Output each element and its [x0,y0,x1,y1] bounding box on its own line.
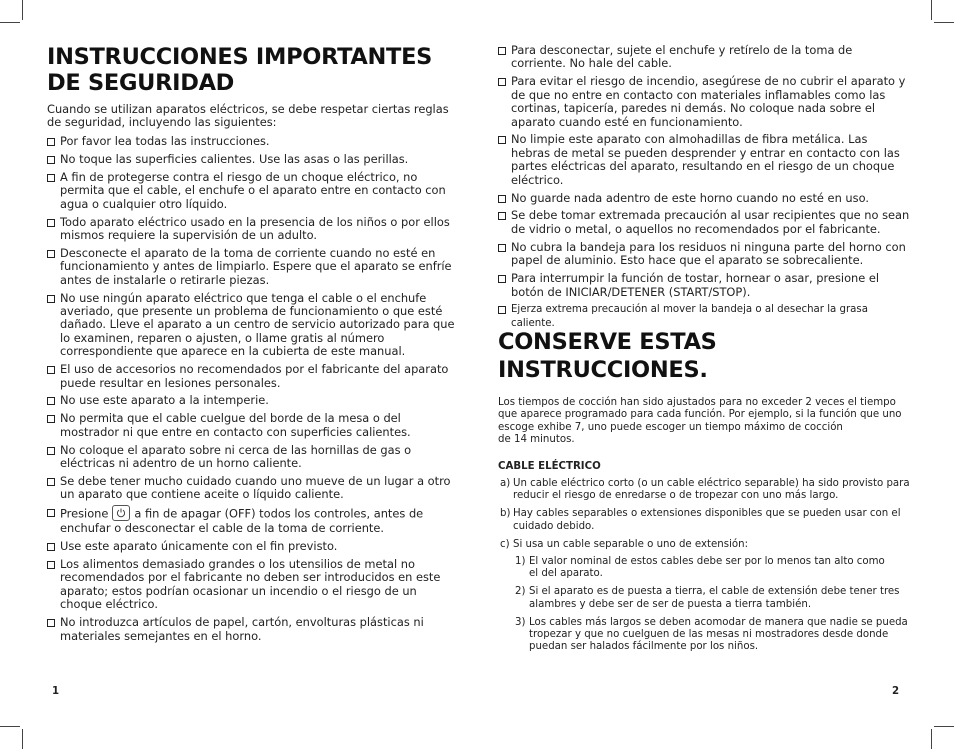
list-item-text: Hay cables separables o extensiones disponibles que se pueden usar con el cuidado debido. [513,508,901,532]
list-item [47,558,457,612]
checkbox-icon [47,509,55,517]
crop-mark [931,729,932,749]
list-item [498,75,910,129]
checkbox-icon [498,78,506,86]
list-item [47,247,457,287]
list-item-text: tropezar y que no cuelguen de las mesas ni mostradores desde donde [529,629,889,641]
item-marker: 1) [515,556,526,568]
section-title [498,328,910,384]
list-item-text: No coloque el aparato sobre ni cerca de las hornillas de gas o eléctricas ni adentro de un horno caliente. [60,442,412,471]
checkbox-icon [47,366,55,374]
list-item [47,412,457,439]
paragraph-line: de 14 minutos. [498,434,575,446]
checkbox-icon [47,415,55,423]
list-item-text: Se debe tomar extremada precaución al usar recipientes que no sean de vidrio o metal, o aquellos no recomendados por el fabricante. [511,208,910,236]
list-item [498,303,910,330]
list-item-text: a fin de apagar (OFF) todos los controles, antes de enchufar o desconectar el cable de la toma de corriente. [60,506,424,536]
checkbox-icon [47,543,55,551]
checkbox-icon [47,250,55,258]
checkbox-icon [47,447,55,455]
page-number: 2 [892,686,900,697]
list-item-text: Por favor lea todas las instrucciones. [60,134,270,148]
title-line-2: INSTRUCCIONES. [498,357,708,383]
item-marker: 2) [515,586,526,598]
checkbox-icon [47,619,55,627]
checkbox-icon [498,275,506,283]
power-button-icon [112,505,130,521]
cooking-time-paragraph [498,397,910,447]
list-item [498,133,910,187]
list-item-text: No toque las superficies calientes. Use las asas o las perillas. [60,151,409,166]
list-item-text: Si el aparato es de puesta a tierra, el cable de extensión debe tener tres [529,586,900,598]
list-item [47,506,457,535]
list-item [47,394,457,407]
checkbox-icon [498,136,506,144]
list-item-text: No introduzca artículos de papel, cartón, envolturas plásticas ni materiales semejantes en el horno. [60,615,424,643]
list-item [498,508,910,533]
item-marker: 3) [515,616,526,628]
list-item [47,540,457,553]
list-item-text: Ejerza extrema precaución al mover la bandeja o al desechar la grasa caliente. [511,304,868,329]
crop-mark [931,0,932,20]
list-item [47,475,457,502]
item-marker: a) [500,478,511,489]
list-item [513,586,910,611]
checkbox-icon [498,306,506,314]
crop-mark [934,726,954,727]
list-item-text: Si usa un cable separable o uno de extensión: [513,538,749,550]
crop-mark [22,0,23,20]
list-item-text: No use este aparato a la intemperie. [60,393,269,408]
list-item-text: Para evitar el riesgo de incendio, asegúrese de no cubrir el aparato y de que no entre en contacto con materiales inflamables como las cortinas, tapicería, paredes ni demás. No coloque nada sobre el aparato cuando esté en funcionamiento. [511,74,906,129]
list-item [47,616,457,643]
paragraph-line: escoge exhibe 7, uno puede escoger un tiempo máximo de cocción [498,421,843,433]
list-item-text: No guarde nada adentro de este horno cuando no esté en uso. [511,190,869,205]
list-item-text: Se debe tener mucho cuidado cuando uno mueve de un lugar a otro un aparato que contiene aceite o líquido caliente. [60,473,451,502]
cable-sublist [513,556,910,654]
list-item-text: No limpie este aparato con almohadillas de fibra metálica. Las hebras de metal se pueden desprender y entrar en contacto con las partes eléctricas del aparato, resultando en el riesgo de un choque eléctrico. [511,132,900,187]
safety-list [498,44,910,335]
list-item-text: No use ningún aparato eléctrico que tenga el cable o el enchufe averiado, que presente un problema de funcionamiento o que esté dañado. Lleve el aparato a un centro de servicio autorizado para que lo examinen, reparen o ajusten, o llame gratis al número correspondiente que aparece en la cubierta de este manual. [60,290,455,359]
list-item-text: A fin de protegerse contra el riesgo de un choque eléctrico, no permita que el cable, el enchufe o el aparato entre en contacto con agua o cualquier otro líquido. [60,169,446,211]
list-item [513,556,910,581]
list-item [47,444,457,471]
list-item [513,617,910,654]
list-item-text: el del aparato. [529,568,603,580]
list-item-text: El valor nominal de estos cables debe ser por lo menos tan alto como [529,556,885,568]
list-item-text: Para interrumpir la función de tostar, hornear o asar, presione el botón de INICIAR/DETENER (START/STOP). [511,271,880,299]
list-item [47,292,457,359]
list-item-text: Presione [60,506,109,521]
paragraph-line: Los tiempos de cocción han sido ajustados para no exceder 2 veces el tiempo [498,397,896,408]
checkbox-icon [47,174,55,182]
checkbox-icon [47,561,55,569]
safety-list [47,135,457,648]
crop-mark [0,22,20,23]
list-item-text: Desconecte el aparato de la toma de corriente cuando no esté en funcionamiento y antes de limpiarlo. Espere que el aparato se enfríe antes de instalarle o retirarle piezas. [60,245,452,287]
crop-mark [22,729,23,749]
checkbox-icon [47,397,55,405]
crop-mark [934,22,954,23]
title-line-1: CONSERVE ESTAS [498,329,717,355]
checkbox-icon [47,478,55,486]
checkbox-icon [498,47,506,55]
checkbox-icon [498,212,506,220]
page-number: 1 [52,686,60,697]
item-marker: b) [500,508,511,520]
checkbox-icon [498,195,506,203]
checkbox-icon [47,156,55,164]
list-item-text: alambres y debe ser de ser de puesta a tierra también. [529,598,812,610]
list-item [498,192,910,205]
cable-list [498,478,910,659]
title-line-2: DE SEGURIDAD [47,70,235,96]
list-item-text: Los cables más largos se deben acomodar de manera que nadie se pueda [529,616,908,628]
list-item [498,539,910,654]
item-marker: c) [500,538,510,550]
list-item-text: Use este aparato únicamente con el fin previsto. [60,539,338,554]
list-item [47,171,457,211]
list-item-text: Todo aparato eléctrico usado en la presencia de los niños o por ellos mismos requiere la supervisión de un adulto. [60,214,450,242]
list-item [47,363,457,390]
cable-heading: CABLE ELÉCTRICO [498,461,601,472]
title-line-1: INSTRUCCIONES IMPORTANTES [47,44,433,70]
checkbox-icon [47,295,55,303]
list-item-text: No permita que el cable cuelgue del borde de la mesa o del mostrador ni que entre en contacto con superficies calientes. [60,411,411,439]
list-item [47,216,457,243]
crop-mark [0,726,20,727]
list-item [47,153,457,166]
paragraph-line: que aparece programado para cada función. Por ejemplo, si la función que uno [498,409,902,421]
list-item-text: Para desconectar, sujete el enchufe y retírelo de la toma de corriente. No hale del cable. [511,43,853,71]
list-item [498,209,910,236]
list-item [498,44,910,71]
list-item [498,241,910,268]
intro-text: Cuando se utilizan aparatos eléctricos, se debe respetar ciertas reglas de seguridad, incluyendo las siguientes: [47,102,449,130]
page-title [47,44,457,96]
list-item [47,135,457,148]
list-item-text: puedan ser halados fácilmente por los niños. [529,641,759,653]
list-item-text: Los alimentos demasiado grandes o los utensilios de metal no recomendados por el fabricante no deben ser introducidos en este aparato; estos podrían ocasionar un incendio o el riesgo de un choque eléctrico. [60,557,441,612]
list-item-text: Un cable eléctrico corto (o un cable eléctrico separable) ha sido provisto para reducir el riesgo de enredarse o de tropezar con uno más largo. [513,478,910,502]
list-item [498,478,910,503]
list-item [498,272,910,299]
list-item-text: El uso de accesorios no recomendados por el fabricante del aparato puede resultar en lesiones personales. [60,362,449,390]
list-item-text: No cubra la bandeja para los residuos ni ninguna parte del horno con papel de aluminio. Esto hace que el aparato se sobrecaliente. [511,239,906,268]
checkbox-icon [498,244,506,252]
checkbox-icon [47,138,55,146]
checkbox-icon [47,219,55,227]
